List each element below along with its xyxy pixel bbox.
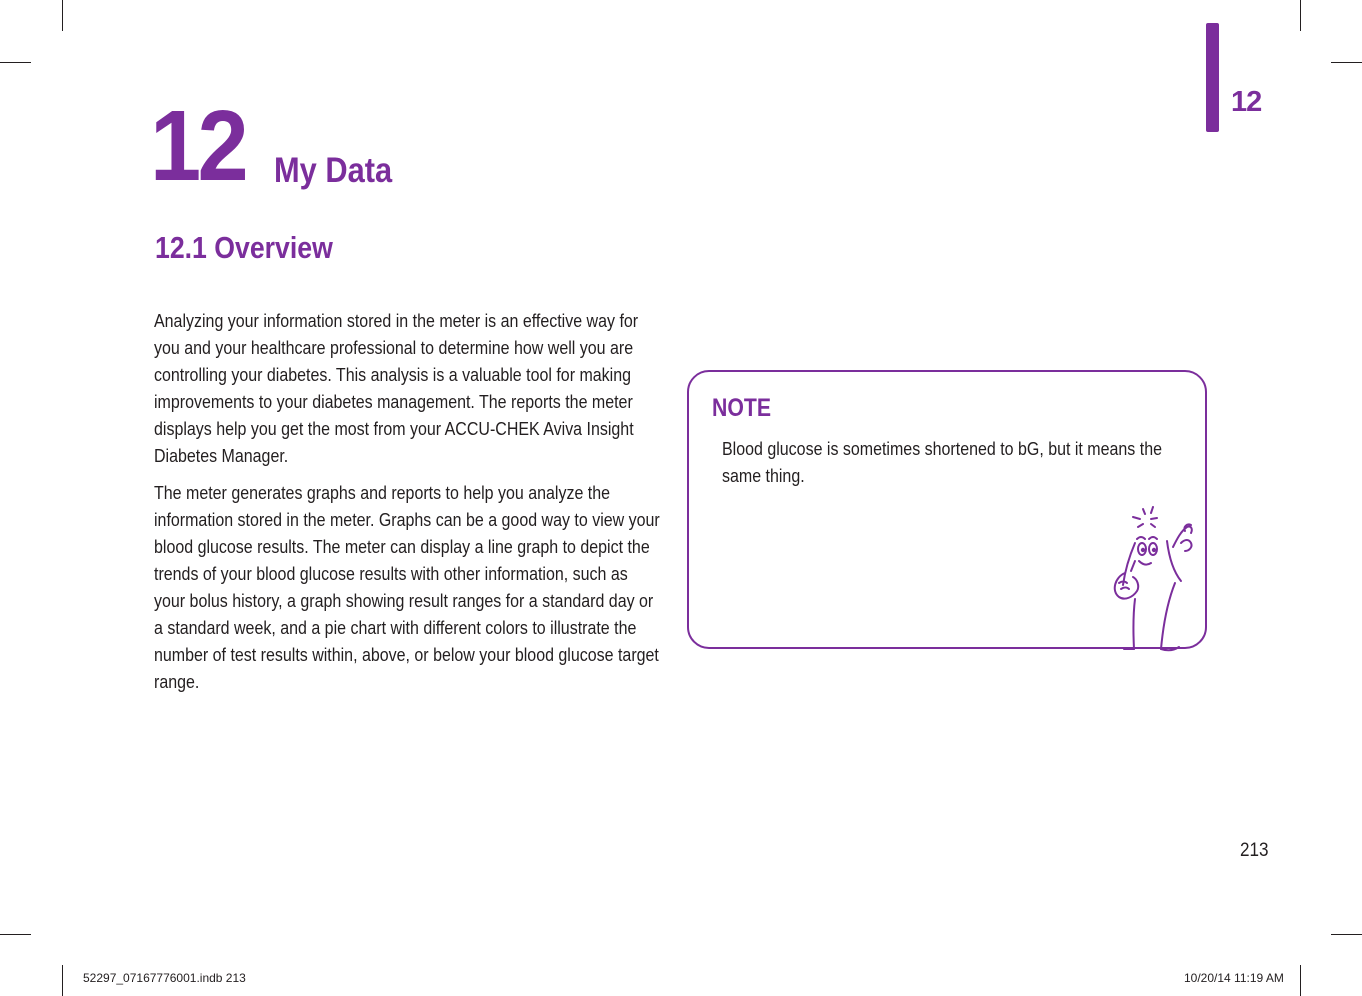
slug-date: 10/20/14 11:19 AM xyxy=(1184,971,1284,985)
crop-mark xyxy=(1331,934,1362,935)
thinking-mascot-icon xyxy=(1105,503,1200,653)
crop-mark xyxy=(1300,965,1301,996)
crop-mark xyxy=(62,965,63,996)
chapter-tab-bar xyxy=(1206,23,1219,132)
section-title: 12.1 Overview xyxy=(155,230,333,265)
crop-mark xyxy=(0,934,31,935)
crop-mark xyxy=(62,0,63,31)
crop-mark xyxy=(0,62,31,63)
body-paragraph: Analyzing your information stored in the meter is an effective way for you and your healthcare professional to determine how well you are controlling your diabetes. This analysis is a valuable tool for making improvements to your diabetes management. The reports the meter displays help you get the most from your ACCU-CHEK Aviva Insight Diabetes Manager. xyxy=(154,310,639,466)
chapter-title: My Data xyxy=(274,151,393,190)
chapter-tab-number: 12 xyxy=(1231,86,1262,118)
slug-file-name: 52297_07167776001.indb 213 xyxy=(83,971,246,985)
page-number: 213 xyxy=(1240,840,1269,861)
body-column xyxy=(154,307,661,705)
crop-mark xyxy=(1300,0,1301,31)
note-label: NOTE xyxy=(712,394,772,422)
body-paragraph: The meter generates graphs and reports to help you analyze the information stored in the meter. Graphs can be a good way to view your blood glucose results. The meter can display a line graph to depict the trends of your blood glucose results with other information, such as your bolus history, a graph showing result ranges for a standard day or a standard week, and a pie chart with different colors to illustrate the number of test results within, above, or below your blood glucose target range. xyxy=(154,482,660,692)
chapter-number: 12 xyxy=(150,90,245,202)
note-text: Blood glucose is sometimes shortened to bG, but it means the same thing. xyxy=(722,438,1162,486)
crop-mark xyxy=(1331,62,1362,63)
